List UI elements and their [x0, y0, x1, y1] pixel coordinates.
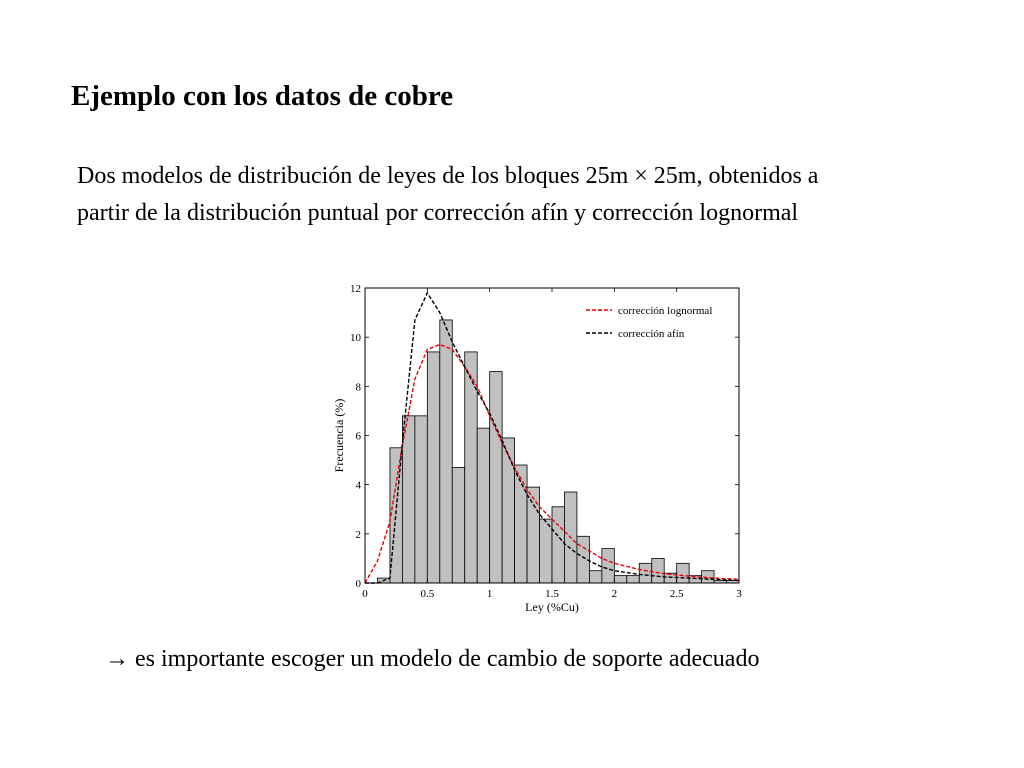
x-tick-label: 0: [362, 588, 368, 600]
chart-legend: [586, 305, 712, 340]
legend-label: corrección lognormal: [618, 305, 713, 317]
legend-label: corrección afín: [618, 328, 685, 340]
histogram-bar: [627, 576, 639, 583]
histogram-bars: [377, 320, 739, 583]
histogram-bar: [402, 416, 414, 583]
slide-description: [77, 158, 997, 232]
histogram-bar: [677, 563, 689, 583]
histogram-bar: [477, 428, 489, 583]
y-tick-label: 4: [355, 479, 361, 492]
histogram-bar: [602, 549, 614, 583]
conclusion-label: es importante escoger un modelo de cambio de soporte adecuado: [135, 646, 760, 672]
histogram-bar: [415, 416, 427, 583]
histogram-bar: [490, 372, 502, 583]
x-tick-label: 0.5: [420, 588, 435, 600]
histogram-bar: [540, 519, 552, 583]
description-line-1: Dos modelos de distribución de leyes de los bloques 25m × 25m, obtenidos a: [77, 163, 819, 189]
histogram-bar: [589, 571, 601, 583]
slide-title: Ejemplo con los datos de cobre: [71, 80, 454, 112]
x-tick-label: 1: [486, 588, 493, 600]
y-tick-label: 8: [355, 381, 361, 394]
histogram-bar: [552, 507, 564, 583]
histogram-bar: [502, 438, 514, 583]
histogram-bar: [440, 320, 452, 583]
x-tick-label: 1.5: [545, 588, 559, 600]
histogram-bar: [639, 563, 651, 583]
x-axis-label: Ley (%Cu): [525, 600, 579, 614]
description-line-2: partir de la distribución puntual por corrección afín y corrección lognormal: [77, 200, 799, 226]
y-tick-label: 10: [350, 332, 361, 345]
histogram-bar: [452, 467, 464, 583]
histogram-bar: [614, 576, 626, 583]
conclusion-text: [105, 646, 759, 673]
histogram-bar: [390, 448, 402, 583]
histogram-bar: [527, 487, 539, 583]
histogram-bar: [652, 558, 664, 583]
x-tick-label: 2.5: [669, 588, 684, 600]
x-tick-label: 3: [736, 588, 742, 600]
y-tick-label: 2: [355, 528, 361, 541]
x-tick-label: 2: [611, 588, 618, 600]
histogram-bar: [515, 465, 527, 583]
y-tick-label: 0: [355, 578, 361, 590]
y-tick-label: 6: [355, 430, 361, 443]
right-arrow-icon: →: [105, 646, 129, 672]
histogram-bar: [427, 352, 439, 583]
y-tick-label: 12: [350, 283, 361, 295]
histogram-chart: [320, 270, 760, 620]
y-axis-label: Frecuencia (%): [332, 398, 346, 473]
